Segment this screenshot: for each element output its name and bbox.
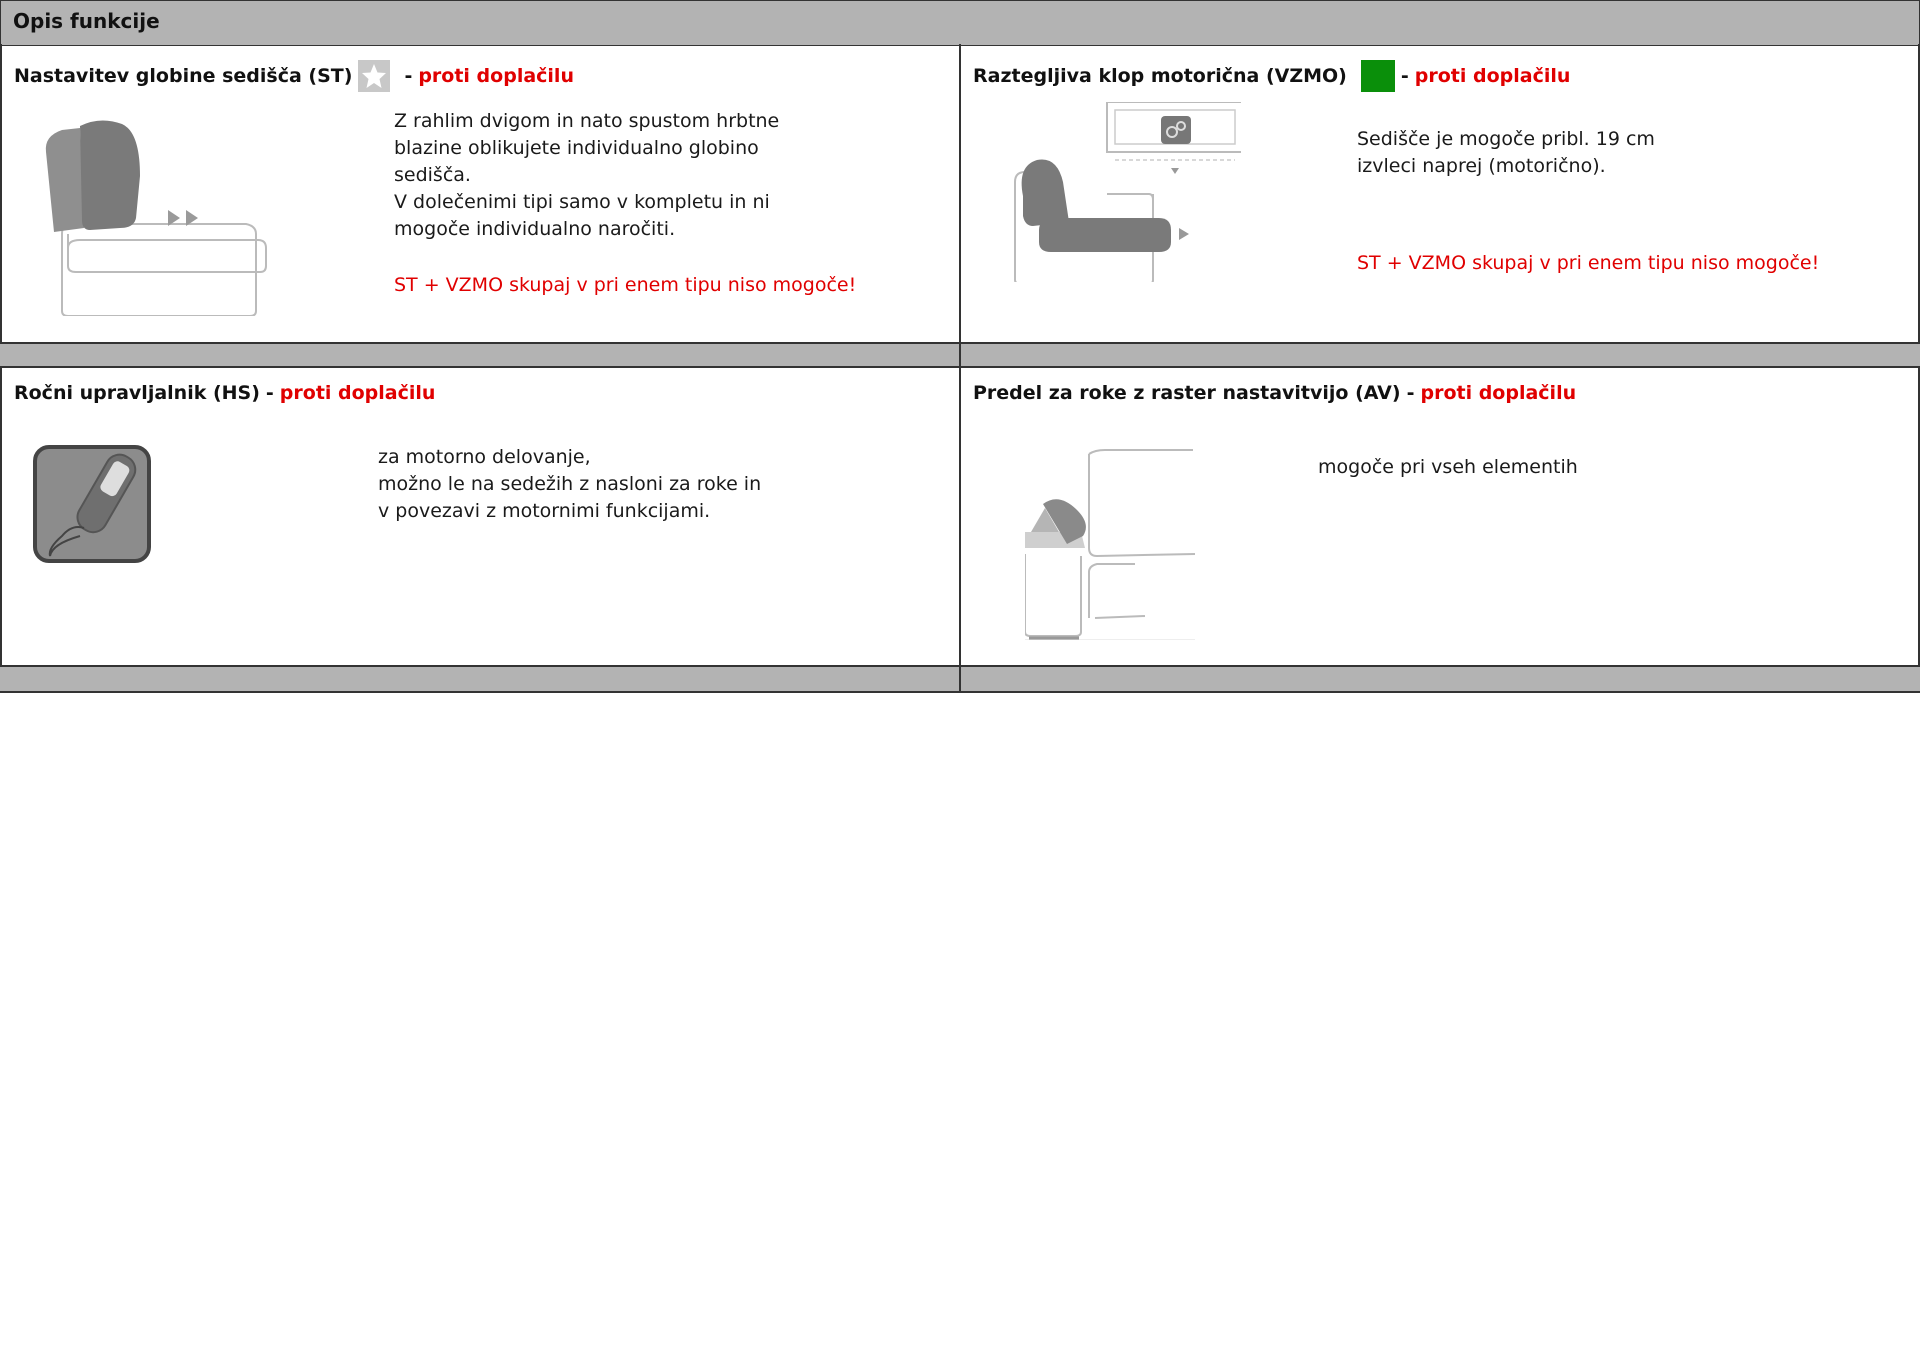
description-line: izvleci naprej (motorično). <box>1357 155 1606 177</box>
surcharge-label: proti doplačilu <box>418 65 574 87</box>
surcharge-label: proti doplačilu <box>1414 65 1571 87</box>
feature-title-text: Ročni upravljalnik (HS) <box>14 382 260 404</box>
seat-depth-illustration <box>40 116 280 316</box>
section-header <box>0 0 1920 46</box>
feature-cell-hs <box>2 368 959 665</box>
feature-description <box>1318 454 1578 481</box>
description-line: mogoče pri vseh elementih <box>1318 456 1578 478</box>
section-title: Opis funkcije <box>13 9 160 33</box>
description-line: mogoče individualno naročiti. <box>394 218 676 240</box>
description-line: možno le na sedežih z nasloni za roke in <box>378 473 762 495</box>
feature-title-text: Raztegljiva klop motorična (VZMO) <box>973 65 1347 87</box>
surcharge-label: proti doplačilu <box>279 382 436 404</box>
surcharge-label: proti doplačilu <box>1420 382 1577 404</box>
description-line: Z rahlim dvigom in nato spustom hrbtne <box>394 110 780 132</box>
feature-cell-vzmo <box>961 46 1918 342</box>
divider <box>959 667 961 691</box>
description-line: za motorno delovanje, <box>378 446 591 468</box>
description-line: blazine oblikujete individualno globino <box>394 137 759 159</box>
description-line: sedišča. <box>394 164 471 186</box>
feature-description <box>378 444 761 525</box>
warning-text: ST + VZMO skupaj v pri enem tipu niso mogoče! <box>1357 252 1820 274</box>
description-line: V dolečenimi tipi samo v kompletu in ni <box>394 191 770 213</box>
feature-description <box>1357 126 1655 180</box>
feature-description <box>394 108 779 243</box>
feature-cell-av <box>961 368 1918 665</box>
description-line: v povezavi z motornimi funkcijami. <box>378 500 711 522</box>
divider <box>959 344 961 366</box>
feature-title <box>973 60 1570 92</box>
feature-title <box>973 382 1576 404</box>
title-dash: - <box>265 382 274 404</box>
feature-title-text: Nastavitev globine sedišča (ST) <box>14 65 353 87</box>
star-icon <box>358 60 390 92</box>
hand-remote-icon <box>32 444 152 564</box>
feature-title-text: Predel za roke z raster nastavitvijo (AV) <box>973 382 1401 404</box>
armrest-adjustment-illustration <box>1025 448 1195 640</box>
warning-text: ST + VZMO skupaj v pri enem tipu niso mogoče! <box>394 274 857 296</box>
title-dash: - <box>1406 382 1415 404</box>
feature-title <box>14 382 435 404</box>
description-line: Sedišče je mogoče pribl. 19 cm <box>1357 128 1655 150</box>
motorized-bench-illustration <box>1011 102 1241 282</box>
green-square-icon <box>1361 60 1395 92</box>
feature-title <box>14 60 574 92</box>
title-dash: - <box>404 65 413 87</box>
title-dash: - <box>1400 65 1409 87</box>
feature-cell-st <box>2 46 959 342</box>
